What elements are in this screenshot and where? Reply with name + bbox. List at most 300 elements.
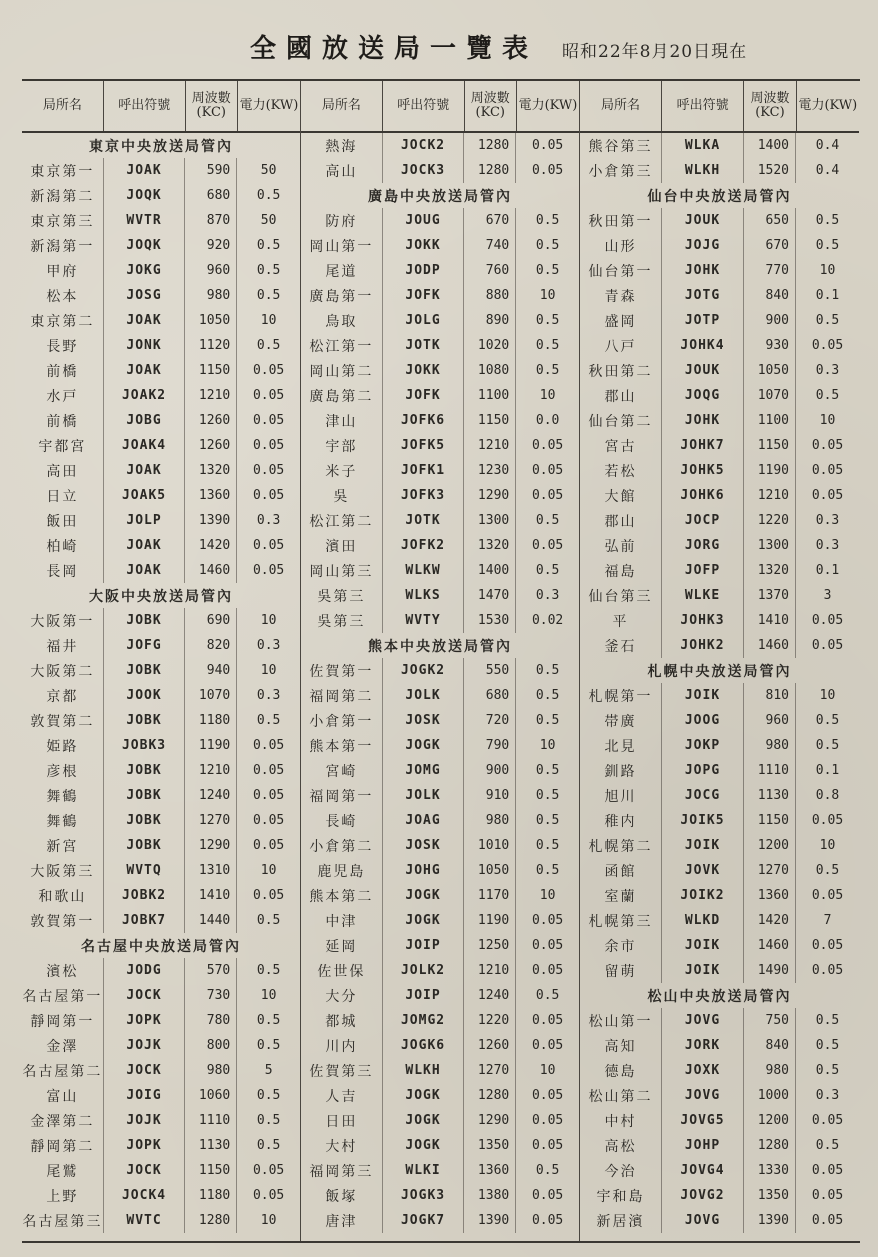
header-station: 局所名: [301, 81, 383, 131]
callsign: JOHK4: [662, 333, 744, 358]
table-row: [22, 383, 300, 408]
table-row: [22, 758, 300, 783]
table-row: [22, 1183, 300, 1208]
station-name: 佐世保: [301, 958, 383, 983]
frequency: 1050: [744, 358, 796, 383]
station-name: 甲府: [22, 258, 104, 283]
callsign: JOIK2: [662, 883, 744, 908]
power: 3: [823, 588, 832, 603]
section-heading: 名古屋中央放送局管內: [81, 938, 241, 955]
callsign: WLKA: [662, 133, 744, 158]
frequency: 670: [744, 233, 796, 258]
power: 0.05: [252, 438, 285, 453]
table-column-1: [22, 81, 301, 1241]
power: 0.05: [252, 363, 285, 378]
station-name: 廣島第二: [301, 383, 383, 408]
station-name: 延岡: [301, 933, 383, 958]
frequency: 1230: [464, 458, 516, 483]
power: 0.05: [531, 963, 564, 978]
power: 10: [539, 1063, 556, 1078]
power: 0.5: [256, 288, 281, 303]
station-name: 濱松: [22, 958, 104, 983]
callsign: JOQK: [104, 233, 186, 258]
power: 0.5: [256, 1038, 281, 1053]
station-name: 仙台第二: [580, 408, 662, 433]
table-row: [301, 308, 579, 333]
station-name: 柏崎: [22, 533, 104, 558]
table-row: [580, 158, 859, 183]
station-name: 松本: [22, 283, 104, 308]
station-name: 京都: [22, 683, 104, 708]
station-name: 札幌第二: [580, 833, 662, 858]
table-row: [580, 758, 859, 783]
power: 0.1: [815, 563, 840, 578]
station-name: 新居濱: [580, 1208, 662, 1233]
station-name: 日立: [22, 483, 104, 508]
table-row: [22, 958, 300, 983]
station-name: 秋田第二: [580, 358, 662, 383]
frequency: 1180: [185, 1183, 237, 1208]
frequency: 890: [464, 308, 516, 333]
frequency: 1080: [464, 358, 516, 383]
station-name: 熊本第二: [301, 883, 383, 908]
callsign: JOVG: [662, 1208, 744, 1233]
table-row: [580, 133, 859, 158]
table-row: [301, 583, 579, 608]
callsign: JOCG: [662, 783, 744, 808]
frequency: 730: [185, 983, 237, 1008]
frequency: 1350: [464, 1133, 516, 1158]
frequency: 1150: [464, 408, 516, 433]
frequency: 1400: [464, 558, 516, 583]
power: 10: [260, 663, 277, 678]
frequency: 1490: [744, 958, 796, 983]
power: 0.05: [531, 938, 564, 953]
station-name: 宮崎: [301, 758, 383, 783]
table-row: [580, 283, 859, 308]
station-name: 宮古: [580, 433, 662, 458]
frequency: 1300: [464, 508, 516, 533]
table-row: [580, 483, 859, 508]
frequency: 740: [464, 233, 516, 258]
power: 0.05: [252, 388, 285, 403]
frequency: 1530: [464, 608, 516, 633]
station-name: 岡山第二: [301, 358, 383, 383]
callsign: JOTK: [383, 508, 465, 533]
station-name: 熱海: [301, 133, 383, 158]
station-name: 富山: [22, 1083, 104, 1108]
frequency: 1390: [744, 1208, 796, 1233]
power: 0.05: [252, 788, 285, 803]
frequency: 720: [464, 708, 516, 733]
header-power: 電力(KW): [518, 98, 578, 113]
table-row: [22, 733, 300, 758]
station-name: 郡山: [580, 508, 662, 533]
frequency: 1200: [744, 1108, 796, 1133]
callsign: JOBK: [104, 708, 186, 733]
station-name: 長岡: [22, 558, 104, 583]
section-heading: 熊本中央放送局管內: [368, 638, 512, 655]
station-name: 上野: [22, 1183, 104, 1208]
frequency: 1070: [185, 683, 237, 708]
station-name: 福岡第二: [301, 683, 383, 708]
station-name: 飯塚: [301, 1183, 383, 1208]
table-row: [301, 783, 579, 808]
section-heading: 仙台中央放送局管內: [647, 188, 792, 205]
callsign: JOBK: [104, 658, 186, 683]
table-row: [301, 283, 579, 308]
power: 7: [823, 913, 832, 928]
power: 10: [260, 988, 277, 1003]
station-name: 大館: [580, 483, 662, 508]
station-name: 熊本第一: [301, 733, 383, 758]
station-name: 名古屋第三: [22, 1208, 104, 1233]
frequency: 820: [185, 633, 237, 658]
section-heading: 松山中央放送局管內: [647, 988, 792, 1005]
frequency: 1410: [185, 883, 237, 908]
power: 10: [819, 688, 836, 703]
table-row: [301, 983, 579, 1008]
station-name: 留萌: [580, 958, 662, 983]
power: 0.5: [535, 313, 560, 328]
table-row: [580, 583, 859, 608]
station-name: 靜岡第一: [22, 1008, 104, 1033]
callsign: WVTR: [104, 208, 186, 233]
callsign: JOGK2: [383, 658, 465, 683]
callsign: JOVG2: [662, 1183, 744, 1208]
table-row: [22, 233, 300, 258]
frequency: 1290: [185, 833, 237, 858]
frequency: 1130: [185, 1133, 237, 1158]
table-row: [580, 808, 859, 833]
power: 0.5: [256, 1138, 281, 1153]
callsign: JOVG4: [662, 1158, 744, 1183]
callsign: JOGK: [383, 1108, 465, 1133]
station-name: 長野: [22, 333, 104, 358]
power: 0.05: [531, 1188, 564, 1203]
power: 0.5: [535, 763, 560, 778]
table-row: [22, 533, 300, 558]
station-name: 仙台第一: [580, 258, 662, 283]
table-row: [580, 1108, 859, 1133]
callsign: JOFG: [104, 633, 186, 658]
station-name: 高知: [580, 1033, 662, 1058]
station-name: 帯廣: [580, 708, 662, 733]
frequency: 1390: [464, 1208, 516, 1233]
frequency: 780: [185, 1008, 237, 1033]
power: 0.5: [535, 213, 560, 228]
callsign: JOPK: [104, 1133, 186, 1158]
power: 0.5: [256, 263, 281, 278]
station-name: 吳第三: [301, 608, 383, 633]
table-row: [22, 833, 300, 858]
frequency: 1270: [744, 858, 796, 883]
table-row: [580, 1158, 859, 1183]
frequency: 1020: [464, 333, 516, 358]
table-row: [580, 308, 859, 333]
power: 0.05: [811, 813, 844, 828]
power: 10: [260, 1213, 277, 1228]
callsign: JOCP: [662, 508, 744, 533]
power: 0.5: [815, 1013, 840, 1028]
table-row: [22, 458, 300, 483]
frequency: 1280: [744, 1133, 796, 1158]
frequency: 980: [185, 283, 237, 308]
station-name: 中津: [301, 908, 383, 933]
power: 0.05: [252, 763, 285, 778]
station-name: 東京第二: [22, 308, 104, 333]
station-name: 長崎: [301, 808, 383, 833]
callsign: JOBK2: [104, 883, 186, 908]
frequency: 790: [464, 733, 516, 758]
table-row: [22, 683, 300, 708]
callsign: JOCK2: [383, 133, 465, 158]
table-row: [22, 808, 300, 833]
callsign: JOAK: [104, 458, 186, 483]
callsign: JOJK: [104, 1108, 186, 1133]
callsign: JOSK: [383, 833, 465, 858]
callsign: JOIP: [383, 983, 465, 1008]
callsign: JOHK: [662, 258, 744, 283]
table-body: [580, 133, 859, 1241]
frequency: 590: [185, 158, 237, 183]
frequency: 1320: [744, 558, 796, 583]
callsign: JOHK: [662, 408, 744, 433]
station-name: 宇部: [301, 433, 383, 458]
power: 0.0: [535, 413, 560, 428]
callsign: JOGK: [383, 908, 465, 933]
power: 0.05: [811, 1163, 844, 1178]
frequency: 1360: [185, 483, 237, 508]
header-power: 電力(KW): [798, 98, 858, 113]
station-name: 靜岡第二: [22, 1133, 104, 1158]
table-row: [22, 858, 300, 883]
table-row: [301, 933, 579, 958]
station-name: 函館: [580, 858, 662, 883]
station-name: 前橋: [22, 408, 104, 433]
table-row: [22, 1133, 300, 1158]
station-name: 中村: [580, 1108, 662, 1133]
station-name: 舞鶴: [22, 808, 104, 833]
frequency: 1260: [464, 1033, 516, 1058]
station-name: 舞鶴: [22, 783, 104, 808]
callsign: JOVG5: [662, 1108, 744, 1133]
callsign: JOAK: [104, 358, 186, 383]
frequency: 690: [185, 608, 237, 633]
station-name: 川内: [301, 1033, 383, 1058]
power: 0.05: [531, 1013, 564, 1028]
station-name: 吳第三: [301, 583, 383, 608]
frequency: 1420: [744, 908, 796, 933]
station-name: 日田: [301, 1108, 383, 1133]
station-name: 姫路: [22, 733, 104, 758]
frequency: 960: [185, 258, 237, 283]
power: 0.05: [811, 488, 844, 503]
frequency: 1440: [185, 908, 237, 933]
power: 0.5: [256, 1088, 281, 1103]
power: 0.5: [535, 788, 560, 803]
frequency: 1060: [185, 1083, 237, 1108]
callsign: JOLK2: [383, 958, 465, 983]
callsign: JOMG: [383, 758, 465, 783]
frequency: 1320: [464, 533, 516, 558]
power: 0.5: [535, 563, 560, 578]
callsign: JOVG: [662, 1083, 744, 1108]
station-name: 尾道: [301, 258, 383, 283]
callsign: JOCK4: [104, 1183, 186, 1208]
frequency: 1130: [744, 783, 796, 808]
table-row: [22, 1208, 300, 1233]
station-name: 前橋: [22, 358, 104, 383]
power: 0.05: [252, 1188, 285, 1203]
frequency: 1460: [744, 933, 796, 958]
callsign: JOBK3: [104, 733, 186, 758]
station-name: 都城: [301, 1008, 383, 1033]
power: 0.05: [252, 563, 285, 578]
callsign: JOUG: [383, 208, 465, 233]
table-header: [301, 81, 579, 133]
table-row: [301, 558, 579, 583]
frequency: 1520: [744, 158, 796, 183]
frequency: 1360: [464, 1158, 516, 1183]
table-row: [580, 458, 859, 483]
frequency: 1420: [185, 533, 237, 558]
station-table: [22, 79, 860, 1243]
power: 50: [260, 213, 277, 228]
power: 0.5: [256, 1013, 281, 1028]
power: 0.05: [531, 1213, 564, 1228]
callsign: JOIP: [383, 933, 465, 958]
callsign: JOGK3: [383, 1183, 465, 1208]
power: 0.05: [811, 638, 844, 653]
station-name: 山形: [580, 233, 662, 258]
frequency: 800: [185, 1033, 237, 1058]
station-name: 弘前: [580, 533, 662, 558]
callsign: WLKS: [383, 583, 465, 608]
power: 0.5: [535, 513, 560, 528]
power: 0.5: [535, 238, 560, 253]
station-name: 仙台第三: [580, 583, 662, 608]
table-row: [580, 1058, 859, 1083]
station-name: 名古屋第二: [22, 1058, 104, 1083]
power: 0.5: [535, 363, 560, 378]
callsign: JORK: [662, 1033, 744, 1058]
station-name: 大阪第一: [22, 608, 104, 633]
table-row: [22, 183, 300, 208]
callsign: JOLP: [104, 508, 186, 533]
callsign: JOBK: [104, 758, 186, 783]
station-name: 札幌第一: [580, 683, 662, 708]
power: 10: [539, 738, 556, 753]
table-row: [22, 558, 300, 583]
table-row: [301, 1008, 579, 1033]
station-name: 金澤第二: [22, 1108, 104, 1133]
callsign: WVTQ: [104, 858, 186, 883]
station-name: 唐津: [301, 1208, 383, 1233]
frequency: 570: [185, 958, 237, 983]
frequency: 900: [464, 758, 516, 783]
power: 0.1: [815, 288, 840, 303]
power: 0.05: [811, 963, 844, 978]
callsign: JOIG: [104, 1083, 186, 1108]
section-heading: 大阪中央放送局管內: [89, 588, 233, 605]
callsign: JOSG: [104, 283, 186, 308]
power: 10: [539, 388, 556, 403]
header-callsign: 呼出符號: [383, 81, 465, 131]
table-row: [580, 508, 859, 533]
station-name: 高松: [580, 1133, 662, 1158]
table-row: [22, 508, 300, 533]
frequency: 1220: [744, 508, 796, 533]
frequency: 1270: [185, 808, 237, 833]
frequency: 680: [464, 683, 516, 708]
power: 0.5: [535, 863, 560, 878]
station-name: 佐賀第三: [301, 1058, 383, 1083]
power: 10: [819, 413, 836, 428]
station-name: 大阪第三: [22, 858, 104, 883]
power: 0.5: [535, 838, 560, 853]
header-frequency: 周波數(KC): [465, 81, 517, 131]
date-label: 昭和22年8月20日現在: [562, 42, 748, 62]
station-name: 高山: [301, 158, 383, 183]
frequency: 1000: [744, 1083, 796, 1108]
frequency: 1280: [464, 133, 516, 158]
section-heading: 廣島中央放送局管內: [368, 188, 512, 205]
station-name: 秋田第一: [580, 208, 662, 233]
power: 0.4: [815, 163, 840, 178]
table-row: [580, 783, 859, 808]
table-body: [22, 133, 300, 1241]
table-row: [22, 1158, 300, 1183]
table-row: [22, 883, 300, 908]
table-row: [301, 1208, 579, 1233]
table-row: [580, 1083, 859, 1108]
table-row: [301, 483, 579, 508]
frequency: 920: [185, 233, 237, 258]
station-name: 青森: [580, 283, 662, 308]
power: 0.05: [811, 1213, 844, 1228]
frequency: 1210: [464, 433, 516, 458]
table-row: [22, 308, 300, 333]
frequency: 1360: [744, 883, 796, 908]
power: 0.5: [535, 663, 560, 678]
power: 0.3: [535, 588, 560, 603]
frequency: 1290: [464, 1108, 516, 1133]
station-name: 岡山第三: [301, 558, 383, 583]
frequency: 750: [744, 1008, 796, 1033]
callsign: WLKH: [383, 1058, 465, 1083]
station-name: 札幌第三: [580, 908, 662, 933]
power: 0.05: [531, 1038, 564, 1053]
power: 0.05: [531, 1088, 564, 1103]
table-row: [580, 1208, 859, 1233]
callsign: JOFK: [383, 283, 465, 308]
callsign: JOTK: [383, 333, 465, 358]
header-station: 局所名: [580, 81, 662, 131]
callsign: JODP: [383, 258, 465, 283]
callsign: JOFK3: [383, 483, 465, 508]
station-name: 盛岡: [580, 308, 662, 333]
callsign: JOQG: [662, 383, 744, 408]
callsign: JOLK: [383, 783, 465, 808]
station-name: 室蘭: [580, 883, 662, 908]
table-row: [301, 508, 579, 533]
power: 0.5: [256, 338, 281, 353]
table-row: [301, 958, 579, 983]
frequency: 760: [464, 258, 516, 283]
table-row: [580, 358, 859, 383]
callsign: JOHK7: [662, 433, 744, 458]
